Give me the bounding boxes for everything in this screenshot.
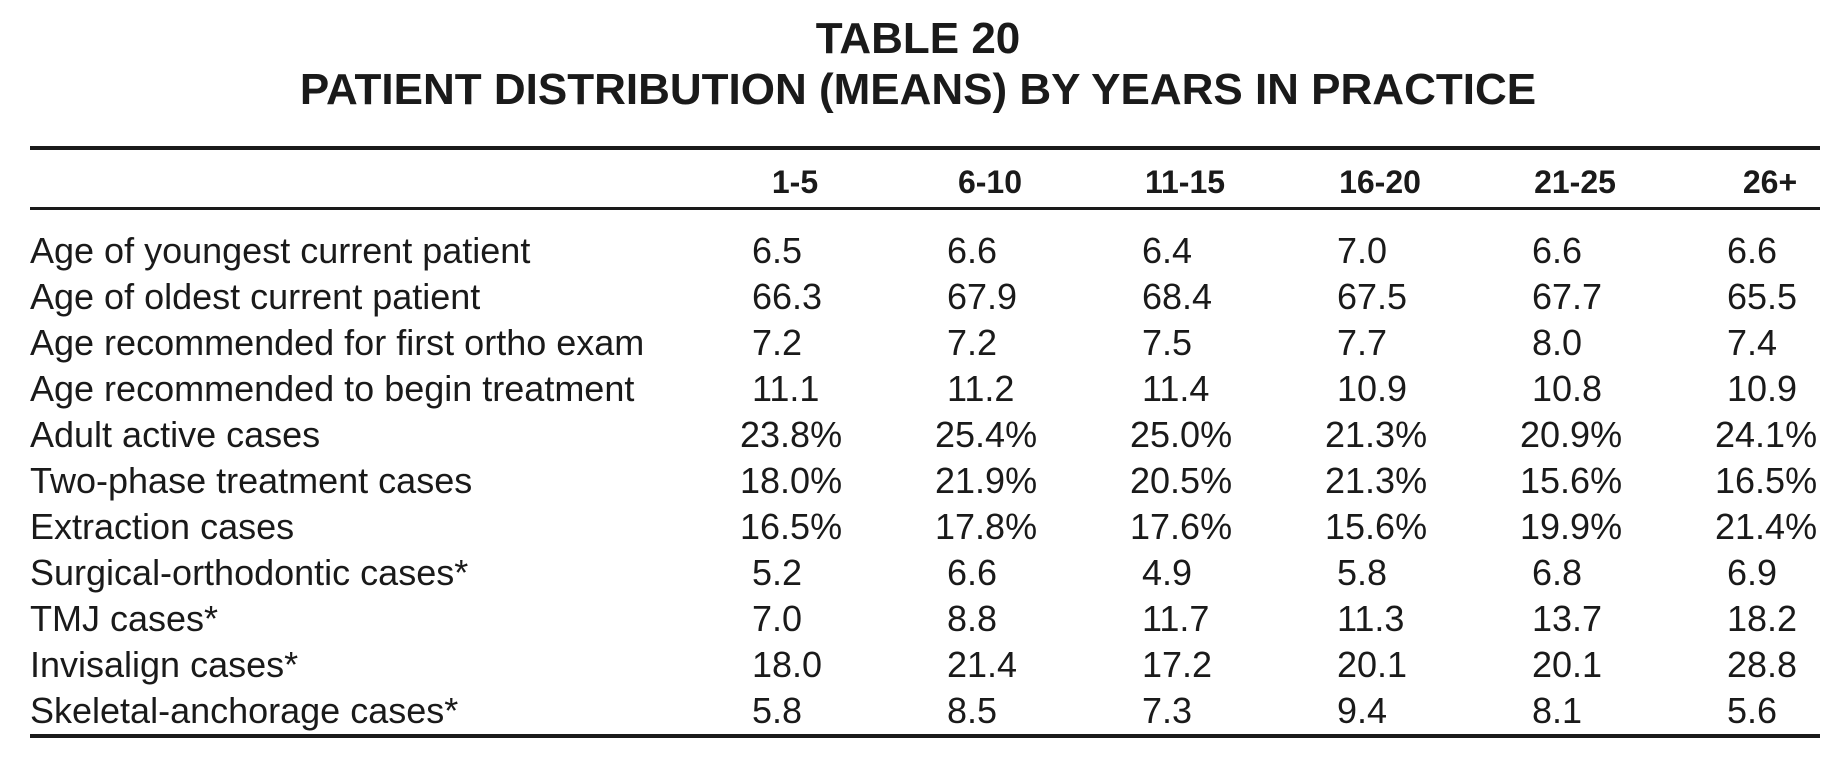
- table-row: [30, 412, 1820, 458]
- table-cell: 16.5%: [740, 506, 843, 547]
- table-cell: 4.9: [1142, 552, 1193, 593]
- table-cell: 6.6: [947, 552, 998, 593]
- table-cell: 24.1%: [1715, 414, 1818, 455]
- table-cell: 8.5: [947, 690, 998, 731]
- table-cell: 66.3: [752, 276, 823, 317]
- table-cell: 7.2: [752, 322, 803, 363]
- row-label: Skeletal-anchorage cases*: [30, 690, 459, 731]
- table-cell: 20.1: [1337, 644, 1408, 685]
- table-title: [0, 14, 1836, 116]
- table-cell: 6.6: [1532, 230, 1583, 271]
- table-cell: 23.8%: [740, 414, 843, 455]
- table-row: [30, 458, 1820, 504]
- table-cell: 15.6%: [1325, 506, 1428, 547]
- bottom-rule: [30, 734, 1820, 738]
- table-body: [30, 228, 1820, 734]
- top-rule: [30, 146, 1820, 150]
- column-header-16-20: 16-20: [1339, 164, 1421, 200]
- table-cell: 18.2: [1727, 598, 1798, 639]
- table-cell: 21.3%: [1325, 460, 1428, 501]
- table-row: [30, 550, 1820, 596]
- table-cell: 7.2: [947, 322, 998, 363]
- column-header-6-10: 6-10: [957, 164, 1023, 200]
- table-cell: 8.0: [1532, 322, 1583, 363]
- table-cell: 17.8%: [935, 506, 1038, 547]
- table-cell: 11.7: [1142, 598, 1210, 639]
- table-caption: PATIENT DISTRIBUTION (MEANS) BY YEARS IN PRACTICE: [299, 65, 1537, 114]
- table-cell: 18.0%: [740, 460, 843, 501]
- table-cell: 7.3: [1142, 690, 1193, 731]
- table-cell: 68.4: [1142, 276, 1213, 317]
- column-header-row: [30, 160, 1820, 204]
- table-cell: 8.8: [947, 598, 998, 639]
- table-cell: 13.7: [1532, 598, 1603, 639]
- column-header-21-25: 21-25: [1534, 164, 1616, 200]
- row-label: Age recommended for first ortho exam: [30, 322, 645, 363]
- column-header-1-5: 1-5: [771, 164, 819, 200]
- table-cell: 5.2: [752, 552, 803, 593]
- row-label: TMJ cases*: [30, 598, 219, 639]
- table-cell: 10.9: [1727, 368, 1798, 409]
- table-cell: 5.6: [1727, 690, 1778, 731]
- table-cell: 10.8: [1532, 368, 1603, 409]
- header-rule: [30, 207, 1820, 210]
- table-cell: 6.6: [947, 230, 998, 271]
- table-cell: 67.5: [1337, 276, 1408, 317]
- table-cell: 6.5: [752, 230, 803, 271]
- table-number: TABLE 20: [815, 14, 1021, 63]
- table-cell: 11.2: [947, 368, 1015, 409]
- row-label: Surgical-orthodontic cases*: [30, 552, 469, 593]
- row-label: Invisalign cases*: [30, 644, 299, 685]
- table-cell: 17.2: [1142, 644, 1213, 685]
- table-cell: 67.9: [947, 276, 1018, 317]
- table-cell: 28.8: [1727, 644, 1798, 685]
- table-cell: 19.9%: [1520, 506, 1623, 547]
- table-cell: 20.5%: [1130, 460, 1233, 501]
- table-row: [30, 504, 1820, 550]
- table-row: [30, 366, 1820, 412]
- table-cell: 6.9: [1727, 552, 1778, 593]
- table-row: [30, 274, 1820, 320]
- column-header-26-plus: 26+: [1742, 164, 1798, 200]
- row-label: Extraction cases: [30, 506, 295, 547]
- table-cell: 8.1: [1532, 690, 1583, 731]
- table-cell: 7.5: [1142, 322, 1193, 363]
- table-cell: 5.8: [752, 690, 803, 731]
- table-cell: 21.4%: [1715, 506, 1818, 547]
- table-row: [30, 596, 1820, 642]
- row-label: Two-phase treatment cases: [30, 460, 473, 501]
- table-row: [30, 688, 1820, 734]
- table-cell: 25.0%: [1130, 414, 1233, 455]
- table-cell: 20.9%: [1520, 414, 1623, 455]
- table-cell: 11.4: [1142, 368, 1210, 409]
- table-cell: 5.8: [1337, 552, 1388, 593]
- table-cell: 7.0: [1337, 230, 1388, 271]
- table-cell: 21.9%: [935, 460, 1038, 501]
- table-cell: 21.3%: [1325, 414, 1428, 455]
- table-cell: 21.4: [947, 644, 1018, 685]
- row-label: Adult active cases: [30, 414, 321, 455]
- table-row: [30, 228, 1820, 274]
- table-cell: 16.5%: [1715, 460, 1818, 501]
- table-cell: 7.0: [752, 598, 803, 639]
- row-label: Age of youngest current patient: [30, 230, 531, 271]
- table-cell: 15.6%: [1520, 460, 1623, 501]
- table-cell: 17.6%: [1130, 506, 1233, 547]
- table-cell: 65.5: [1727, 276, 1798, 317]
- table-cell: 6.4: [1142, 230, 1193, 271]
- table-cell: 9.4: [1337, 690, 1388, 731]
- table-cell: 10.9: [1337, 368, 1408, 409]
- column-header-11-15: 11-15: [1144, 164, 1226, 200]
- table-cell: 67.7: [1532, 276, 1603, 317]
- row-label: Age of oldest current patient: [30, 276, 481, 317]
- table-cell: 11.1: [752, 368, 820, 409]
- row-label: Age recommended to begin treatment: [30, 368, 635, 409]
- table-cell: 7.4: [1727, 322, 1778, 363]
- table-cell: 20.1: [1532, 644, 1603, 685]
- table-row: [30, 320, 1820, 366]
- table-cell: 11.3: [1337, 598, 1405, 639]
- table-cell: 7.7: [1337, 322, 1388, 363]
- table-cell: 6.8: [1532, 552, 1583, 593]
- table-cell: 6.6: [1727, 230, 1778, 271]
- table-cell: 25.4%: [935, 414, 1038, 455]
- table-cell: 18.0: [752, 644, 823, 685]
- table-row: [30, 642, 1820, 688]
